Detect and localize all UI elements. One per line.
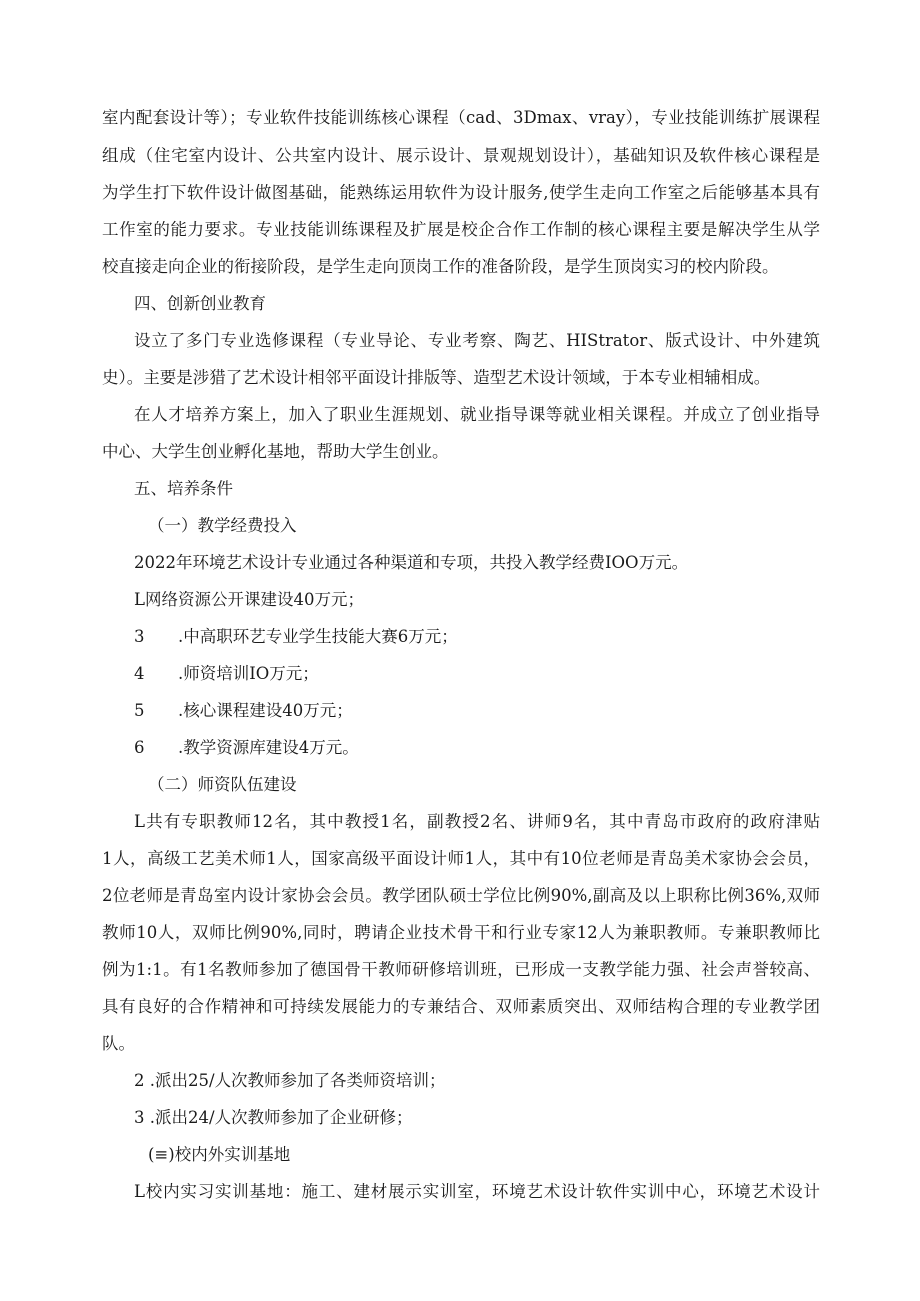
paragraph-line: 工作室的能力要求。专业技能训练课程及扩展是校企合作工作制的核心课程主要是解决学生从学	[102, 220, 820, 239]
paragraph-line: 2022年环境艺术设计专业通过各种渠道和专项，共投入教学经费IOO万元。	[134, 553, 689, 572]
list-item-text: .师资培训IO万元；	[178, 664, 319, 683]
section-heading: 四、创新创业教育	[134, 294, 266, 313]
paragraph-line: 具有良好的合作精神和可持续发展能力的专兼结合、双师素质突出、双师结构合理的专业教学团	[102, 997, 820, 1016]
paragraph-line: 2位老师是青岛室内设计家协会会员。教学团队硕士学位比例90%,副高及以上职称比例36%,双师	[102, 886, 820, 905]
subsection-heading: (≡)校内外实训基地	[148, 1145, 291, 1164]
paragraph-line: L校内实习实训基地：施工、建材展示实训室，环境艺术设计软件实训中心，环境艺术设计	[134, 1182, 820, 1201]
paragraph-line: 队。	[102, 1034, 135, 1053]
paragraph-line: 史）。主要是涉猎了艺术设计相邻平面设计排版等、造型艺术设计领域，于本专业相辅相成。	[102, 368, 771, 387]
list-item-number: 5	[134, 701, 145, 720]
paragraph-line: 室内配套设计等）；专业软件技能训练核心课程（cad、3Dmax、vray），专业技能训练扩展课程	[102, 108, 820, 127]
subsection-heading: （一）教学经费投入	[148, 516, 297, 535]
list-item	[134, 701, 353, 721]
paragraph-line: 在人才培养方案上，加入了职业生涯规划、就业指导课等就业相关课程。并成立了创业指导	[134, 405, 820, 424]
list-item-text: .教学资源库建设4万元。	[178, 738, 359, 757]
paragraph-line: L共有专职教师12名，其中教授1名，副教授2名、讲师9名，其中青岛市政府的政府津贴	[134, 812, 820, 831]
list-item-text: .中高职环艺专业学生技能大赛6万元；	[178, 627, 458, 646]
paragraph-line: 组成（住宅室内设计、公共室内设计、展示设计、景观规划设计），基础知识及软件核心课程是	[102, 146, 820, 165]
list-item	[134, 664, 319, 684]
list-item: 2 .派出25/人次教师参加了各类师资培训；	[134, 1071, 446, 1090]
paragraph-line: 为学生打下软件设计做图基础，能熟练运用软件为设计服务,使学生走向工作室之后能够基本具有	[102, 183, 820, 202]
paragraph-line: 例为1:1。有1名教师参加了德国骨干教师研修培训班，已形成一支教学能力强、社会声誉较高、	[102, 960, 820, 979]
paragraph-line: 校直接走向企业的衔接阶段，是学生走向顶岗工作的准备阶段，是学生顶岗实习的校内阶段。	[102, 257, 779, 276]
paragraph-line: 设立了多门专业选修课程（专业导论、专业考察、陶艺、HIStrator、版式设计、中外建筑	[134, 331, 820, 350]
subsection-heading: （二）师资队伍建设	[148, 775, 297, 794]
paragraph-line: 中心、大学生创业孵化基地，帮助大学生创业。	[102, 442, 449, 461]
list-item-number: 3	[134, 627, 145, 646]
paragraph-line: 1人，高级工艺美术师1人，国家高级平面设计师1人，其中有10位老师是青岛美术家协会会员，	[102, 849, 820, 868]
list-item-text: .核心课程建设40万元；	[178, 701, 353, 720]
section-heading: 五、培养条件	[134, 479, 233, 498]
paragraph-line: 教师10人，双师比例90%,同时，聘请企业技术骨干和行业专家12人为兼职教师。专兼职教师比	[102, 923, 820, 942]
list-item-text: L网络资源公开课建设40万元；	[134, 590, 364, 609]
list-item: 3 .派出24/人次教师参加了企业研修；	[134, 1108, 413, 1127]
list-item	[134, 738, 359, 758]
list-item-number: 6	[134, 738, 145, 757]
list-item-number: 4	[134, 664, 145, 683]
list-item	[134, 627, 458, 647]
list-item	[134, 590, 364, 610]
